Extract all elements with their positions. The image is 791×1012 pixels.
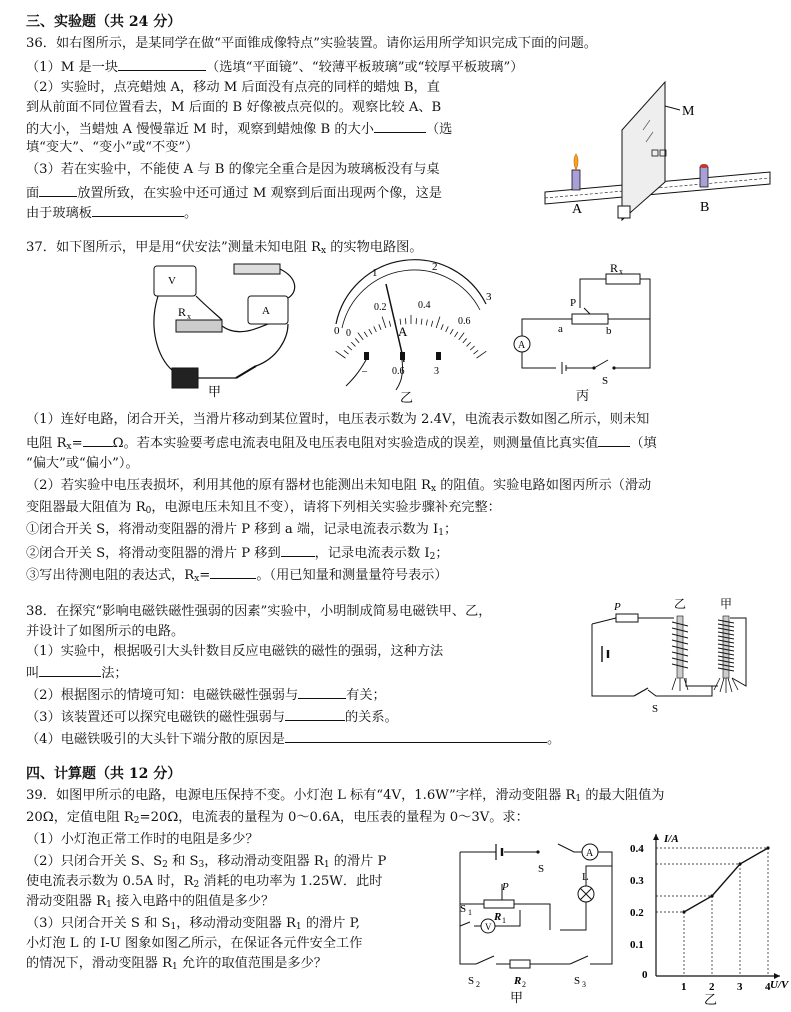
q37-blank-1 [83,432,113,447]
q39-l1b: 的最大阻值为 [581,788,665,803]
q39-fig-yi-label: 乙 [704,992,718,1007]
slider-p-label: P [570,297,577,309]
x-tick-label: 1 [681,981,687,993]
x-axis-label: U/V [770,979,789,991]
dial-tick [351,342,355,346]
dial-tick [336,351,346,358]
q37-p2-line-1 [26,476,651,496]
q37-figure-yi-dial [308,256,508,406]
dial-tick [389,321,391,327]
q39-line-4 [26,852,386,872]
q36-line-7: （3）若在实验中，不能使 A 与 B 的像完全重合是因为玻璃板没有与桌 [26,162,440,177]
q37-st3b: = [199,568,211,583]
q36-mirror-figure [540,72,775,232]
dial-tick [421,319,422,325]
q38-l5b: 有关； [346,688,386,703]
q38-switch [634,688,648,696]
q37-figure-bing-schematic [510,262,670,402]
ammeter-symbol-label: A [518,340,526,351]
q37-p2b-sub: 0 [145,506,152,516]
q38-line-1: 38．在探究“影响电磁铁磁性强弱的因素”实验中，小明制成简易电磁铁甲、乙， [26,604,492,619]
dial-tick [467,342,471,346]
q39-l4-sub1: 2 [162,860,168,870]
data-point [738,862,741,865]
q37-blank-2 [598,432,630,447]
q38-line-7 [26,728,560,750]
q37-p2a: （2）若实验中电压表损坏，利用其他的原有器材也能测出未知电阻 R [26,478,431,493]
q39-circuit-jia [440,838,630,1006]
q37-st2a: ②闭合开关 S，将滑动变阻器的滑片 P 移到 [26,546,281,561]
q39-l4a: （2）只闭合开关 S、S [26,854,163,869]
x-tick-label: 3 [737,981,743,993]
q39-r2-label: R [514,975,522,987]
dial-tick [382,317,386,328]
q37-p1-line-1: （1）连好电路，闭合开关，当滑片移动到某位置时，电压表示数为 2.4V，电流表示数如图乙所示，则未知 [26,412,650,427]
q38-blank-2 [298,684,346,699]
q38-s-label: S [652,703,659,715]
q39-l6-sub: 1 [106,900,112,910]
dial-unit-a: A [398,324,408,339]
q39-s2-sub: 2 [476,980,480,989]
q39-l7-sub1: 1 [170,922,177,932]
ammeter-label: A [262,305,270,317]
q37-p1b4: （填 [630,436,657,451]
dial-tick [473,350,478,354]
q38-line-2: 并设计了如图所示的电路。 [26,624,185,639]
q38-l4b: 法； [101,666,128,681]
q39-l4-sub3: 1 [323,860,330,870]
q37-p2a2: 的阻值。实验电路如图丙所示（滑动 [436,478,652,493]
q37-blank-4 [210,564,256,579]
q36-blank-4 [92,202,184,217]
x-tick-label: 2 [709,981,715,993]
q39-s-label: S [538,863,545,875]
q39-l2a: 20Ω，定值电阻 R [26,810,134,825]
switch-s-label: S [602,375,609,387]
q36-line-3: （2）实验时，点亮蜡烛 A，移动 M 后面没有点亮的同样的蜡烛 B，直 [26,80,440,95]
q39-s3-label: S [574,975,581,987]
dial-tick [379,324,381,330]
switch-device [236,366,256,378]
q38-line-5 [26,684,386,706]
scale-bottom-0: 0 [346,328,351,339]
dial-tick [358,333,363,340]
label-m: M [682,104,695,119]
q37-st1b: ； [443,522,458,537]
q39-line-6 [26,892,274,912]
q38-line-3: （1）实验中，根据吸引大头针数目反应电磁铁的磁性的强弱，这种方法 [26,644,444,659]
q36-l5a: 的大小，当蜡烛 A 慢慢靠近 M 时，观察到蜡烛像 B 的大小 [26,122,374,137]
q37-l1b: 的实物电路图。 [326,240,423,255]
q39-l7-sub2: 1 [295,922,302,932]
q38-p-label: P [614,601,621,613]
battery-device [172,368,198,388]
label-a: A [572,202,583,217]
q38-l6a: （3）该装置还可以探究电磁铁的磁性强弱与 [26,710,285,725]
q36-line-5 [26,118,452,140]
dial-tick [347,346,351,350]
q39-l7a: （3）只闭合开关 S 和 S [26,916,171,931]
chart-layer [630,833,790,993]
y-tick-label: 0.2 [630,907,644,919]
y-axis-arrow [653,834,659,840]
dial-tick [364,332,367,337]
fig-jia-label: 甲 [208,384,222,399]
dial-arc-outer [336,260,486,324]
q39-l5-sub: 2 [193,880,200,890]
q39-l6a: 滑动变阻器 R [26,894,107,909]
resistor-rx-device [176,320,222,332]
q38-rheostat [616,614,638,622]
q37-st3a: ③写出待测电阻的表达式，R [26,568,195,583]
schematic-wires [522,279,650,374]
rx-sub-bing: x [619,267,623,276]
q39-iu-chart [626,828,789,1008]
q39-s3 [570,956,588,964]
q39-r1-sub: 1 [502,916,506,925]
q37-p2-line-2 [26,498,501,518]
q39-l2-sub: 2 [133,816,140,826]
dial-tick [470,346,474,350]
q36-line-6: 填“变大”、“变小”或“不变”） [26,140,199,155]
rx-resistor [606,274,640,284]
q38-blank-3 [285,706,345,721]
q38-l7a: （4）电磁铁吸引的大头针下端分散的原因是 [26,732,285,747]
q36-l9b: 。 [183,206,198,221]
dial-tick [441,324,443,330]
q37-p1-sub: x [66,442,72,452]
dial-tick [446,326,449,331]
q39-s1-label: S [460,903,467,915]
candle-a [572,170,580,190]
q37-p1b2: = [71,436,83,451]
q39-line-5 [26,872,382,892]
m-leader [665,106,680,110]
q39-l1-sub: 1 [575,794,582,804]
q39-line-2 [26,808,529,828]
voltmeter-label: V [168,275,176,287]
dial-tick [463,338,467,343]
q39-s2-label: S [468,975,475,987]
q36-l8b: 放置所致，在实验中还可通过 M 观察到后面出现两个像，这是 [77,186,442,201]
q38-l4a: 叫 [26,666,40,681]
rx-label: R [178,305,187,319]
q38-l6b: 的关系。 [344,710,398,725]
x-tick-label: 4 [765,981,771,993]
q37-step-1 [26,520,457,540]
q37-st3c: 。（用已知量和测量量符号表示） [256,568,448,583]
x-tick-label: 0 [642,969,648,981]
q39-l5a: 使电流表示数为 0.5A 时，R [26,874,194,889]
q39-l6b: 接入电路中的阻值是多少？ [111,894,275,909]
dial-tick [477,351,487,358]
scale-top-3: 3 [486,291,492,303]
q39-l9a: 的情况下，滑动变阻器 R [26,956,172,971]
q37-st1-sub: 1 [438,528,444,538]
candle-b-top [700,164,708,168]
q39-voltmeter-label: V [485,922,492,932]
candle-b [700,167,708,187]
q39-l9-sub: 1 [172,962,178,972]
dial-tick [459,333,464,340]
terminal-06 [400,352,405,360]
q38-blank-4 [285,728,547,743]
plate-stand [618,206,630,218]
q38-line-4 [26,662,128,684]
q36-line-2 [26,56,523,78]
q37-p1-line-3: “偏大”或“偏小”）。 [26,456,139,471]
q39-r1-label: R [494,911,502,923]
q39-l7c: 的滑片 P, [301,916,360,931]
q39-ammeter-label: A [586,848,594,859]
q36-l2a: （1）M 是一块 [26,60,119,75]
y-tick-label: 0.1 [630,939,644,951]
q39-r1 [484,900,514,908]
q39-l4d: 的滑片 P [329,854,387,869]
series-line [684,848,768,912]
rheostat-device [234,264,280,274]
q39-fig-jia-label: 甲 [510,990,524,1005]
q36-line-8 [26,182,442,204]
terminal-3 [436,352,441,360]
label-b: B [700,200,710,215]
q36-l5b: （选 [426,122,453,137]
q37-st2c: ； [435,546,449,561]
q39-r2-sub: 2 [522,980,526,989]
q37-step-2 [26,542,449,564]
y-tick-label: 0.4 [630,843,644,855]
q36-line-1: 36．如右图所示，是某同学在做“平面锥成像特点”实验装置。请你运用所学知识完成下面的问题。 [26,36,597,51]
q39-line-3: （1）小灯泡正常工作时的电阻是多少？ [26,832,259,847]
glass-plate [622,82,665,220]
q36-blank-2 [374,118,426,133]
q39-l5b: 消耗的电功率为 1.25W．此时 [199,874,383,889]
q37-p2b2: ，电源电压未知且不变），请将下列相关实验步骤补充完整： [151,500,501,515]
switch-node-2 [612,366,615,369]
q37-step-3 [26,564,448,586]
scale-top-2: 2 [432,261,438,273]
q39-l2b: =20Ω，电流表的量程为 0～0.6A，电压表的量程为 0～3V。求： [139,810,529,825]
dial-needle [386,284,404,362]
q39-l4b: 和 S [167,854,199,869]
q37-l1-sub: x [320,246,327,256]
dial-tick [431,321,433,327]
q36-l9a: 由于玻璃板 [26,206,92,221]
q38-l5a: （2）根据图示的情境可知：电磁铁磁性强弱与 [26,688,299,703]
dial-tick [374,326,377,331]
q37-l1a: 37．如下图所示，甲是用“伏安法”测量未知电阻 R [26,240,321,255]
q38-l7b: 。 [546,732,561,747]
y-tick-label: 0.3 [630,875,644,887]
q37-p2-sub: x [430,484,437,494]
dial-tick [369,329,372,334]
q39-line-1 [26,786,664,806]
coil-jia [714,616,738,693]
q39-l9b: 允许的取值范围是多少？ [177,956,327,971]
fig-yi-label: 乙 [400,390,414,405]
q39-l4c: ，移动滑动变阻器 R [204,854,324,869]
q38-blank-1 [39,662,101,677]
y-axis-label: I/A [664,833,679,845]
q36-line-9 [26,202,197,224]
q38-yi-label: 乙 [674,597,687,611]
data-point [766,846,769,849]
terminal-neg [364,352,369,360]
q39-s-node [536,850,539,853]
dial-tick [436,317,440,328]
dial-tick [450,329,453,334]
scale-bottom-02: 0.2 [374,302,387,313]
q37-st2-sub: 2 [429,552,436,562]
dial-tick [455,332,458,337]
scale-bottom-06: 0.6 [458,316,471,327]
rheostat [572,314,608,324]
q39-r2 [510,960,530,968]
q37-line-1 [26,238,423,258]
terminal-neg-label: – [362,366,367,377]
q37-p1b3: Ω。若本实验要考虑电流表电阻及电压表电阻对实验造成的误差，则测量值比真实值 [112,436,599,451]
dial-tick [355,338,359,343]
q39-p-label: P [502,881,509,893]
dial-tick [426,320,427,326]
q37-p1b1: 电阻 R [26,436,67,451]
q36-line-4: 到从前面不同位置看去，M 后面的 B 好像被点亮似的。观察比较 A、B [26,100,442,115]
q37-p1-line-2 [26,432,657,454]
scale-top-1: 1 [372,267,378,279]
section-3-title: 三、实验题（共 24 分） [26,14,182,30]
q39-l1a: 39．如图甲所示的电路，电源电压保持不变。小灯泡 L 标有“4V，1.6W”字样，滑动变阻器 R [26,788,576,803]
q37-figure-jia [148,258,308,398]
scale-top-0: 0 [334,325,340,337]
q36-blank-1 [118,56,206,71]
q38-line-6 [26,706,398,728]
dial-tick [344,350,349,354]
q38-jia-label: 甲 [720,597,733,611]
switch-node-1 [592,366,595,369]
data-point [710,894,713,897]
terminal-3-label: 3 [434,366,439,377]
q37-blank-3 [281,542,315,557]
q37-st2b: ，记录电流表示数 I [314,546,430,561]
q36-l8a: 面 [26,186,40,201]
terminal-06-label: 0.6 [392,366,405,377]
q39-line-9 [26,954,327,974]
rx-sub: x [187,312,191,321]
candle-a-flame [574,154,578,170]
fig-bing-label: 丙 [576,388,590,403]
section-4-title: 四、计算题（共 12 分） [26,766,182,782]
q39-s1-sub: 1 [468,908,472,917]
end-b-label: b [606,325,612,337]
end-a-label: a [558,323,563,335]
q39-s3-sub: 3 [582,980,586,989]
data-point [682,910,685,913]
scale-bottom-04: 0.4 [418,300,431,311]
q36-blank-3 [39,182,77,197]
q37-p2b1: 变阻器最大阻值为 R [26,500,146,515]
q39-lamp-label: L [582,871,589,883]
rx-label-bing: R [610,261,619,275]
q39-l4-sub2: 3 [198,860,205,870]
q37-st1a: ①闭合开关 S，将滑动变阻器的滑片 P 移到 a 端，记录电流表示数为 I [26,522,439,537]
q39-line-7 [26,914,360,934]
q37-st3-sub: x [194,574,200,584]
q36-l2b: （选填“平面镜”、“较薄平板玻璃”或“较厚平板玻璃”） [206,60,524,75]
q39-line-8: 小灯泡 L 的 I-U 图象如图乙所示，在保证各元件安全工作 [26,936,363,951]
q39-s2 [476,956,494,964]
q39-l7b: ，移动滑动变阻器 R [176,916,296,931]
q38-electromagnet-figure [586,596,766,716]
